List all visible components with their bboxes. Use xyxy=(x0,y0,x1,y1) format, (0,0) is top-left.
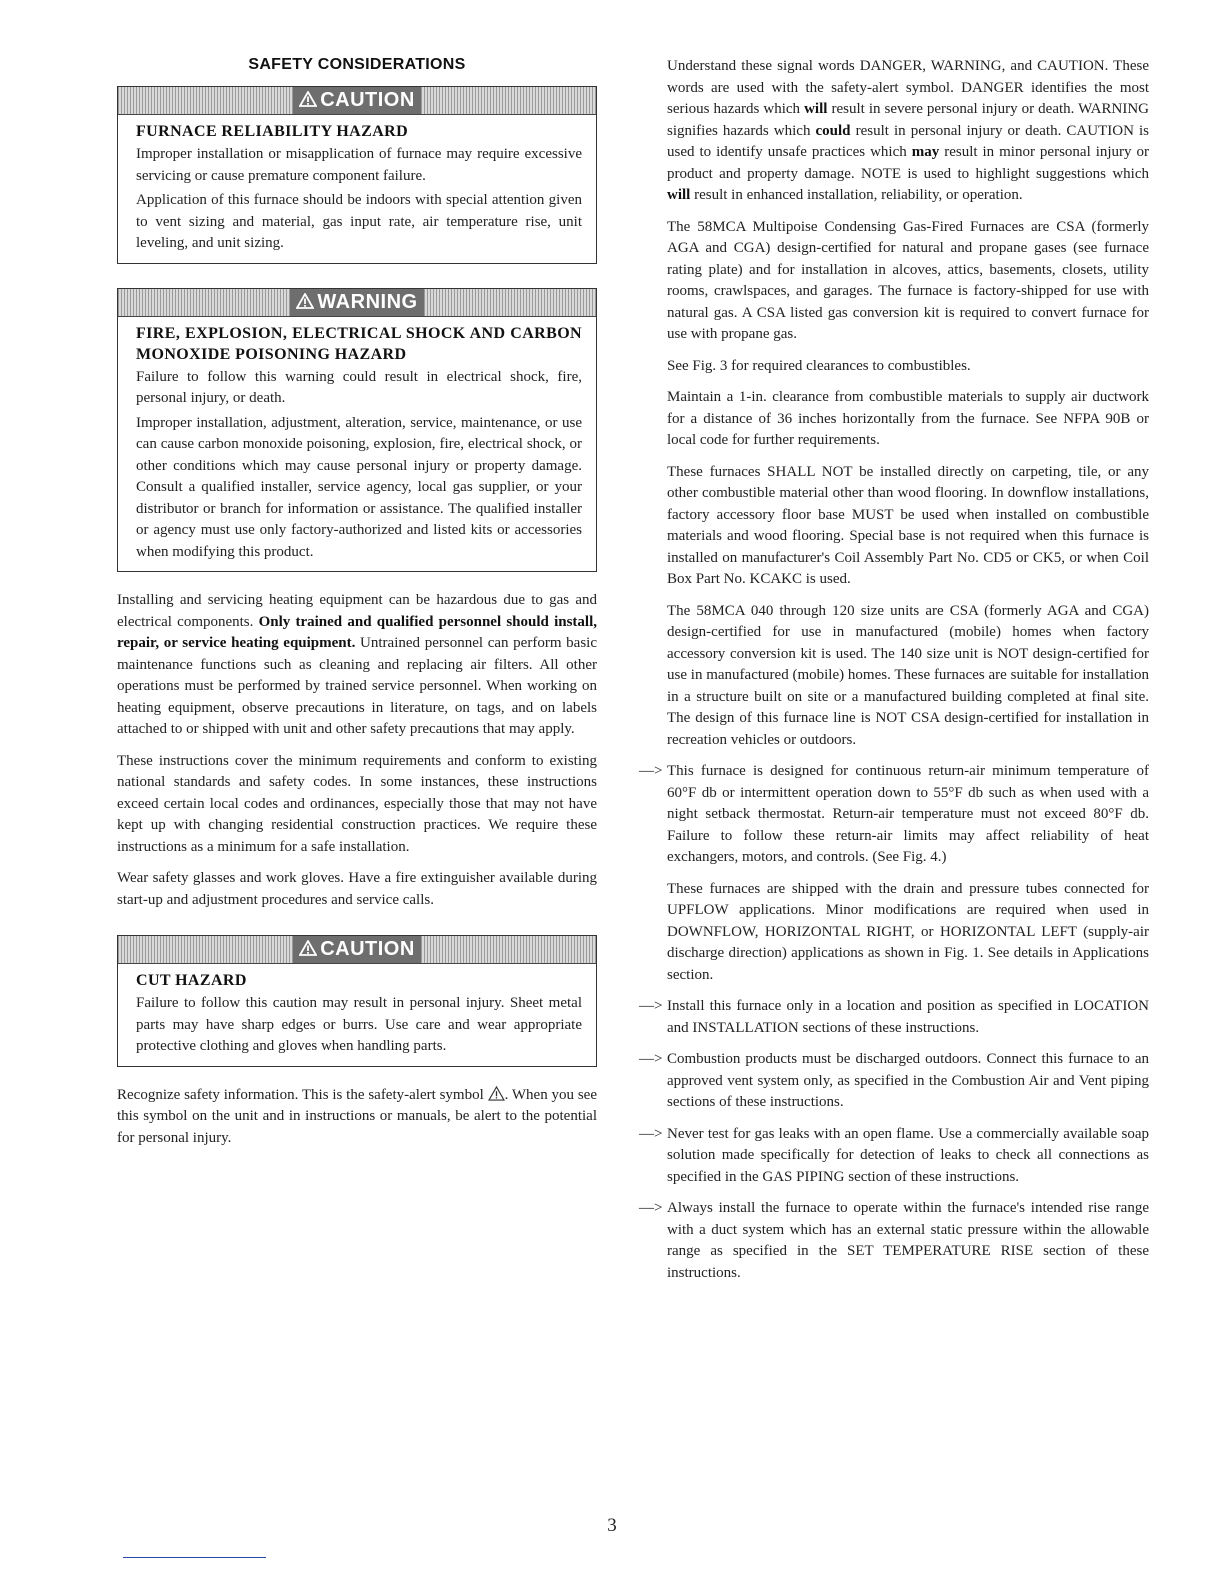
notice-paragraph: Failure to follow this caution may result in personal injury. Sheet metal parts may have sharp edges or burrs. Use care and wear appropriate protective clothing and gloves when handling parts. xyxy=(136,995,582,1054)
revision-paragraph xyxy=(639,1198,1149,1284)
revision-paragraph xyxy=(639,996,1149,1039)
notice-paragraph: Application of this furnace should be indoors with special attention given to vent sizing and material, gas input rate, air temperature rise, unit leveling, and unit sizing. xyxy=(136,192,582,251)
revision-arrow-icon: —> xyxy=(639,1051,663,1067)
safety-alert-icon xyxy=(296,293,314,309)
notice-paragraph: Improper installation, adjustment, alteration, service, maintenance, or use can cause carbon monoxide poisoning, explosion, fire, electrical shock, or other conditions which may cause personal injury or property damage. Consult a qualified installer, service agency, local gas supplier, or your distributor or branch for information or assistance. The qualified installer or agency must use only factory-authorized and listed kits or accessories when modifying this product. xyxy=(136,414,582,560)
bold-text: could xyxy=(815,122,851,139)
body-paragraph: Maintain a 1-in. clearance from combustible materials to supply air ductwork for a distance of 36 inches horizontally from the furnace. See NFPA 90B or local code for further requirements. xyxy=(667,389,1149,448)
body-paragraph: These furnaces SHALL NOT be installed directly on carpeting, tile, or any other combustible material other than wood flooring. In downflow installations, factory accessory floor base MUST be used when installed on combustible materials and wood flooring. Special base is not required when this furnace is installed on manufacturer's Coil Assembly Part No. CD5 or CK5, or when Coil Box Part No. KCAKC is used. xyxy=(667,463,1149,587)
right-column xyxy=(639,56,1150,1294)
body-paragraph xyxy=(117,590,597,741)
revision-paragraph xyxy=(639,761,1149,869)
caution-label-text: CAUTION xyxy=(320,89,415,111)
bold-text: will xyxy=(667,187,691,203)
body-paragraph: The 58MCA Multipoise Condensing Gas-Fired Furnaces are CSA (formerly AGA and CGA) design-certified for natural and propane gases (see furnace rating plate) and for installation in alcoves, attics, basements, closets, utility rooms, crawlspaces, and garages. The furnace is factory-shipped for use with natural gas. A CSA listed gas conversion kit is required to convert furnace for use with propane gas. xyxy=(667,218,1149,342)
text-run: result in enhanced installation, reliability, or operation. xyxy=(690,187,1023,203)
body-paragraph: These instructions cover the minimum requirements and conform to existing national standards and safety codes. In some instances, these instructions exceed certain local codes and ordinances, especially those that may not have kept up with changing residential construction practices. We require these instructions as a minimum for a safe installation. xyxy=(117,752,597,855)
text-run: result in personal injury or death. CAUTION is used to identify unsafe practices which xyxy=(667,122,1149,160)
text-run: Install this furnace only in a location and position as specified in LOCATION and INSTALLATION sections of these instructions. xyxy=(667,998,1149,1036)
warning-banner xyxy=(118,289,596,317)
caution-notice-reliability xyxy=(117,86,597,264)
page-number: 3 xyxy=(607,1515,617,1536)
body-paragraph: These furnaces are shipped with the drain and pressure tubes connected for UPFLOW applications. Minor modifications are required when used in DOWNFLOW, HORIZONTAL RIGHT, or HORIZONTAL LEFT (supply-air discharge direction) applications as shown in Fig. 1. See details in Applications section. xyxy=(667,880,1149,983)
text-run: Installing and servicing heating equipment can be hazardous due to gas and electrical components. xyxy=(117,592,597,630)
safety-alert-icon xyxy=(299,91,317,107)
caution-label-text: CAUTION xyxy=(320,938,415,960)
bold-text: may xyxy=(911,144,940,160)
warning-notice-fire xyxy=(117,288,597,573)
text-run: Never test for gas leaks with an open flame. Use a commercially available soap solution made specifically for detection of leaks to check all connections as specified in the GAS PIPING section of these instructions. xyxy=(667,1125,1149,1185)
text-run: Understand these signal words DANGER, WARNING, and CAUTION. These words are used with the safety-alert symbol. DANGER identifies the most serious hazards which xyxy=(667,58,1149,117)
caution-label xyxy=(293,936,421,963)
warning-label xyxy=(290,289,423,316)
safety-alert-icon xyxy=(488,1086,505,1101)
notice-body xyxy=(118,964,596,1066)
caution-banner xyxy=(118,87,596,115)
warning-label-text: WARNING xyxy=(317,290,418,313)
notice-heading: FIRE, EXPLOSION, ELECTRICAL SHOCK AND CARBON MONOXIDE POISONING HAZARD xyxy=(136,324,582,363)
text-run: result in minor personal injury or product and property damage. NOTE is used to highlight suggestions which xyxy=(667,144,1150,182)
notice-paragraph: Failure to follow this warning could result in electrical shock, fire, personal injury, or death. xyxy=(136,368,582,406)
body-paragraph: See Fig. 3 for required clearances to combustibles. xyxy=(667,357,971,374)
notice-paragraph: Improper installation or misapplication of furnace may require excessive servicing or cause premature component failure. xyxy=(136,146,582,184)
text-run: . When you see this symbol on the unit and in instructions or manuals, be alert to the potential for personal injury. xyxy=(117,1086,597,1146)
caution-banner xyxy=(118,936,596,964)
safety-alert-icon xyxy=(299,940,317,956)
revision-arrow-icon: —> xyxy=(639,763,663,779)
text-run: Untrained personnel can perform basic maintenance functions such as cleaning and replacing air filters. All other operations must be performed by trained service personnel. When working on heating equipment, observe precautions in literature, on tags, and on labels attached to or shipped with unit and other safety precautions that may apply. xyxy=(117,635,597,737)
text-run: result in severe personal injury or death. WARNING signifies hazards which xyxy=(667,101,1149,139)
body-paragraph: The 58MCA 040 through 120 size units are CSA (formerly AGA and CGA) design-certified for use in manufactured (mobile) homes when factory accessory conversion kit is used. The 140 size unit is NOT design-certified for use in manufactured (mobile) homes. These furnaces are suitable for installation in a structure built on site or a manufactured building completed at final site. The design of this furnace line is NOT CSA design-certified for installation in recreation vehicles or outdoors. xyxy=(667,602,1149,748)
text-run: Combustion products must be discharged outdoors. Connect this furnace to an approved vent system only, as specified in the Combustion Air and Vent piping sections of these instructions. xyxy=(667,1051,1149,1110)
bold-text: Only trained and qualified personnel should install, repair, or service heating equipment. xyxy=(117,613,597,651)
notice-body xyxy=(118,115,596,263)
bold-text: will xyxy=(804,101,828,117)
footer-rule xyxy=(123,1557,266,1558)
notice-heading: FURNACE RELIABILITY HAZARD xyxy=(136,123,409,140)
text-run: This furnace is designed for continuous return-air minimum temperature of 60°F db or intermittent operation down to 55°F db such as when used with a night setback thermostat. Return-air temperature must not exceed 80°F db. Failure to follow these return-air limits may affect reliability of heat exchangers, motors, and controls. (See Fig. 4.) xyxy=(667,763,1149,865)
revision-paragraph xyxy=(639,1124,1149,1189)
notice-body xyxy=(118,317,596,572)
left-column xyxy=(117,56,597,1159)
caution-notice-cut xyxy=(117,935,597,1067)
body-paragraph: Wear safety glasses and work gloves. Have a fire extinguisher available during start-up and adjustment procedures and service calls. xyxy=(117,870,597,908)
text-run: Always install the furnace to operate within the furnace's intended rise range with a duct system which has an external static pressure within the allowable range as specified in the SET TEMPERATURE RISE section of these instructions. xyxy=(667,1200,1149,1281)
caution-label xyxy=(293,87,421,114)
revision-arrow-icon: —> xyxy=(639,998,663,1014)
revision-arrow-icon: —> xyxy=(639,1125,663,1142)
signal-words-paragraph xyxy=(667,56,1149,207)
text-run: Recognize safety information. This is the safety-alert symbol xyxy=(117,1086,488,1103)
revision-arrow-icon: —> xyxy=(639,1200,663,1216)
revision-paragraph xyxy=(639,1049,1149,1114)
body-paragraph xyxy=(117,1085,597,1150)
section-title: SAFETY CONSIDERATIONS xyxy=(248,56,466,73)
notice-heading: CUT HAZARD xyxy=(136,972,247,989)
